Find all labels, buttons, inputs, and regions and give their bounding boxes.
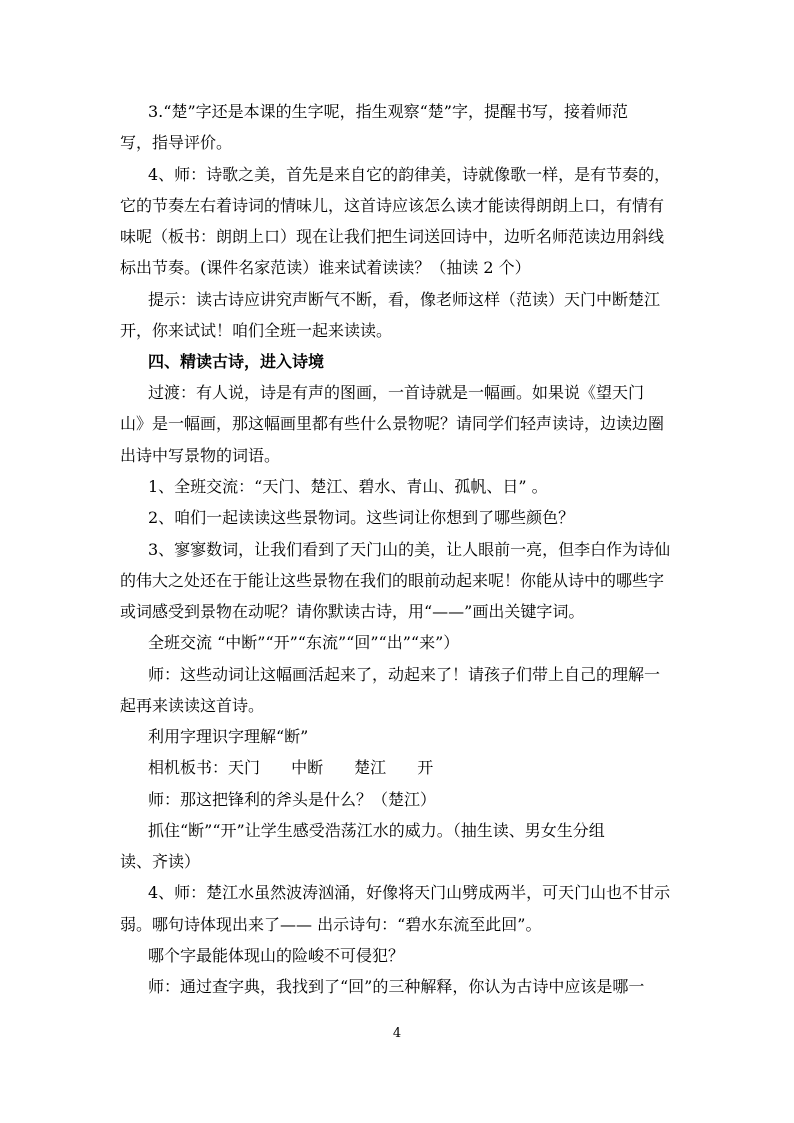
paragraph-line: 出诗中写景物的词语。 — [120, 446, 281, 465]
paragraph-line: 3.“楚”字还是本课的生字呢，指生观察“楚”字，提醒书写，接着师范 — [148, 102, 628, 121]
page-number: 4 — [392, 1026, 402, 1041]
paragraph-line: 哪个字最能体现山的险峻不可侵犯？ — [148, 946, 405, 965]
paragraph-line: 味呢（板书：朗朗上口）现在让我们把生词送回诗中，边听名师范读边用斜线 — [120, 227, 665, 246]
paragraph-line: 写，指导评价。 — [120, 133, 233, 152]
paragraph-line: 弱。哪句诗体现出来了—— 出示诗句：“碧水东流至此回”。 — [120, 915, 542, 934]
board-writing-line: 相机板书：天门 中断 楚江 开 — [148, 758, 434, 777]
paragraph-line: 全班交流 “中断”“开”“东流”“回”“出”“来”） — [148, 633, 460, 652]
paragraph-line: 或词感受到景物在动呢？请你默读古诗，用“——”画出关键字词。 — [120, 602, 585, 621]
section-heading: 四、精读古诗，进入诗境 — [148, 352, 325, 371]
paragraph-line: 标出节奏。(课件名家范读）谁来试着读读？（抽读 2 个） — [120, 258, 531, 277]
paragraph-line: 它的节奏左右着诗词的情味儿，这首诗应该怎么读才能读得朗朗上口，有情有 — [120, 196, 665, 215]
paragraph-line: 师：那这把锋利的斧头是什么？（楚江） — [148, 790, 437, 809]
paragraph-line: 2、咱们一起读读这些景物词。这些词让你想到了哪些颜色？ — [148, 508, 575, 527]
paragraph-line: 开，你来试试！咱们全班一起来读读。 — [120, 321, 393, 340]
paragraph-line: 4、师：诗歌之美，首先是来自它的韵律美，诗就像歌一样，是有节奏的， — [148, 165, 671, 184]
paragraph-line: 读、齐读） — [120, 852, 201, 871]
paragraph-line: 提示：读古诗应讲究声断气不断，看，像老师这样（范读）天门中断楚江 — [148, 290, 661, 309]
paragraph-line: 师：这些动词让这幅画活起来了，动起来了！请孩子们带上自己的理解一 — [148, 665, 661, 684]
paragraph-line: 4、师：楚江水虽然波涛汹涌，好像将天门山劈成两半，可天门山也不甘示 — [148, 883, 671, 902]
paragraph-line: 师：通过查字典，我找到了“回”的三种解释，你认为古诗中应该是哪一 — [148, 977, 645, 996]
paragraph-line: 起再来读读这首诗。 — [120, 696, 265, 715]
paragraph-line: 的伟大之处还在于能让这些景物在我们的眼前动起来呢！你能从诗中的哪些字 — [120, 571, 665, 590]
paragraph-line: 3、寥寥数词，让我们看到了天门山的美，让人眼前一亮，但李白作为诗仙 — [148, 540, 671, 559]
paragraph-line: 1、全班交流：“天门、楚江、碧水、青山、孤帆、日” 。 — [148, 477, 548, 496]
paragraph-line: 抓住“断”“开”让学生感受浩荡江水的威力。（抽生读、男女生分组 — [148, 821, 605, 840]
paragraph-line: 利用字理识字理解“断” — [148, 727, 309, 746]
paragraph-line: 过渡：有人说，诗是有声的图画，一首诗就是一幅画。如果说《望天门 — [148, 383, 645, 402]
paragraph-line: 山》是一幅画，那这幅画里都有些什么景物呢？请同学们轻声读诗，边读边圈 — [120, 414, 665, 433]
